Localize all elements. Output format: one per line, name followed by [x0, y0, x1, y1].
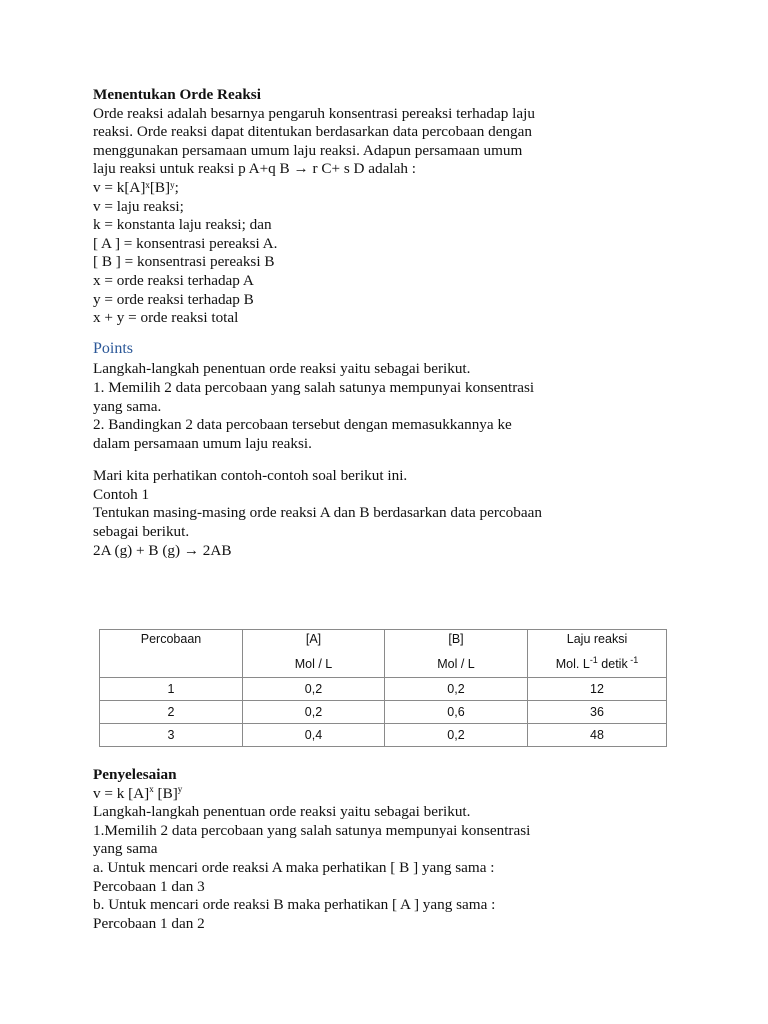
points-line: Langkah-langkah penentuan orde reaksi yaitu sebagai berikut. [93, 360, 471, 378]
table-row [100, 678, 667, 701]
solution-title: Penyelesaian [93, 766, 177, 783]
solution-line: Percobaan 1 dan 3 [93, 877, 205, 895]
reaction-equation: 2A (g) + B (g) → 2AB [93, 541, 232, 559]
solution-line: Langkah-langkah penentuan orde reaksi yaitu sebagai berikut. [93, 803, 471, 821]
table-cell: 1 [100, 678, 243, 701]
table-cell: 12 [528, 678, 667, 701]
solution-line: Percobaan 1 dan 2 [93, 914, 205, 932]
table-header-row [100, 630, 667, 678]
solution-equation: v = k $[A]^x$ $[B]^y$ [93, 783, 183, 802]
paragraph-line: Orde reaksi adalah besarnya pengaruh konsentrasi pereaksi terhadap laju [93, 104, 535, 122]
definition-line: x + y = orde reaksi total [93, 309, 239, 327]
rate-equation: v = k[A]ˣ[B]ʸ; [93, 178, 179, 196]
points-line: dalam persamaan umum laju reaksi. [93, 434, 312, 452]
table-cell: 0,2 [243, 701, 385, 724]
table-cell: 0,2 [385, 724, 528, 747]
table-cell: 2 [100, 701, 243, 724]
paragraph-line: reaksi. Orde reaksi dapat ditentukan berdasarkan data percobaan dengan [93, 123, 532, 141]
solution-line: yang sama [93, 840, 158, 858]
example-line: Mari kita perhatikan contoh-contoh soal berikut ini. [93, 467, 408, 485]
points-line: 2. Bandingkan 2 data percobaan tersebut dengan memasukkannya ke [93, 416, 512, 434]
solution-line: b. Untuk mencari orde reaksi B maka perhatikan [ A ] yang sama : [93, 896, 496, 914]
definition-line: [ B ] = konsentrasi pereaksi B [93, 253, 275, 271]
table-cell: 0,6 [385, 701, 528, 724]
table-cell: 3 [100, 724, 243, 747]
definition-line: y = orde reaksi terhadap B [93, 290, 254, 308]
points-heading: Points [93, 339, 134, 357]
table-cell: 0,4 [243, 724, 385, 747]
paragraph-line: menggunakan persamaan umum laju reaksi. Adapun persamaan umum [93, 141, 523, 159]
definition-line: [ A ] = konsentrasi pereaksi A. [93, 234, 278, 252]
table-cell: 0,2 [243, 678, 385, 701]
definition-line: v = laju reaksi; [93, 197, 184, 215]
points-line: yang sama. [93, 397, 162, 415]
solution-line: 1.Memilih 2 data percobaan yang salah satunya mempunyai konsentrasi [93, 821, 531, 839]
document-body [93, 86, 693, 560]
solution-line: a. Untuk mencari orde reaksi A maka perhatikan [ B ] yang sama : [93, 858, 495, 876]
table-cell: 36 [528, 701, 667, 724]
section-title: Menentukan Orde Reaksi [93, 86, 261, 103]
header-conc-a: [A] Mol / L [243, 630, 385, 678]
solution-section [93, 766, 693, 933]
example-line: Tentukan masing-masing orde reaksi A dan B berdasarkan data percobaan [93, 504, 542, 522]
table-cell: 48 [528, 724, 667, 747]
table-cell: 0,2 [385, 678, 528, 701]
header-rate: Laju reaksi Mol. $L^{-1}$ detik $^{-1}$ [528, 630, 667, 678]
paragraph-line: laju reaksi untuk reaksi p A+q B → r C+ s D adalah : [93, 160, 416, 178]
experiment-table [99, 629, 667, 747]
header-percobaan: Percobaan [100, 630, 243, 678]
example-line: Contoh 1 [93, 485, 150, 503]
table-row [100, 701, 667, 724]
header-conc-b: [B] Mol / L [385, 630, 528, 678]
definition-line: x = orde reaksi terhadap A [93, 271, 254, 289]
example-line: sebagai berikut. [93, 523, 190, 541]
definition-line: k = konstanta laju reaksi; dan [93, 216, 272, 234]
table-row [100, 724, 667, 747]
points-line: 1. Memilih 2 data percobaan yang salah satunya mempunyai konsentrasi [93, 378, 535, 396]
